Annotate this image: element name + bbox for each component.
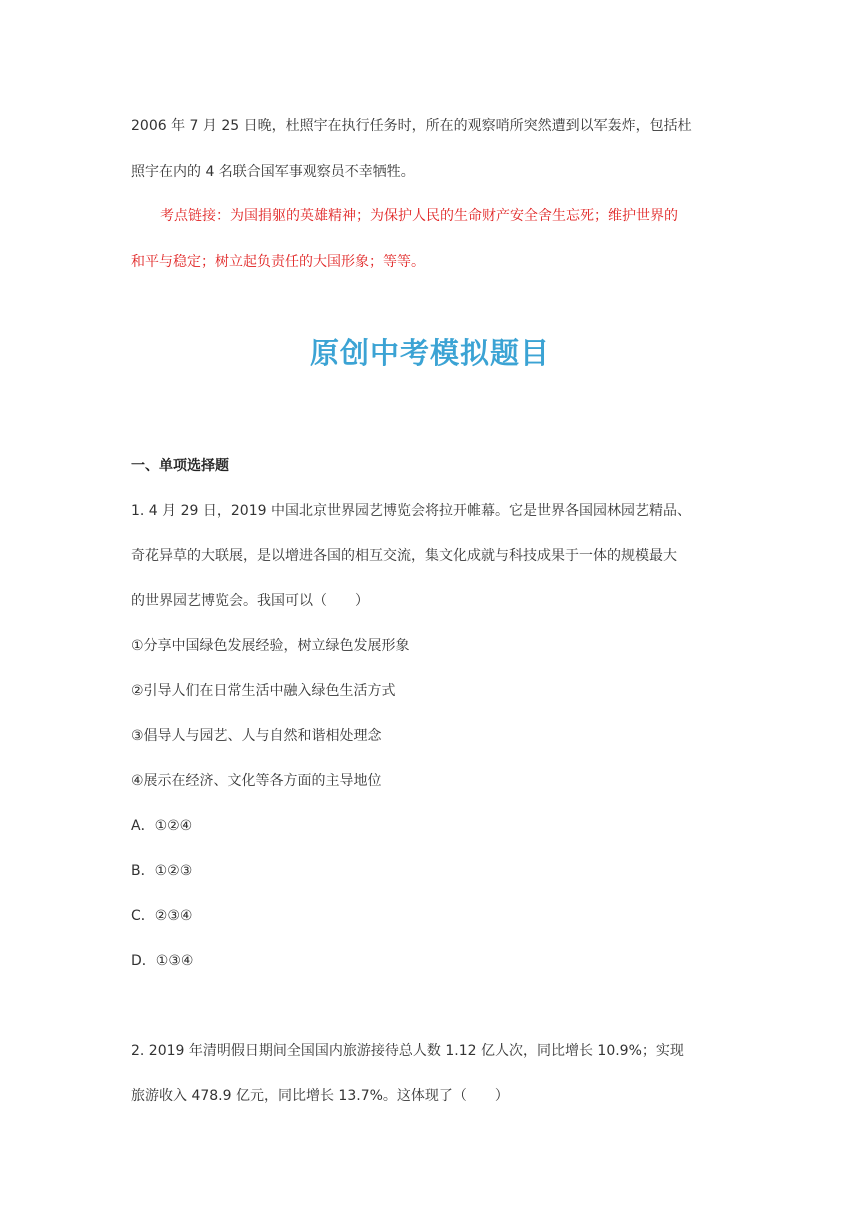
statement-1: ①分享中国绿色发展经验，树立绿色发展形象 xyxy=(131,638,410,654)
intro-line-2: 照宇在内的 4 名联合国军事观察员不幸牺牲。 xyxy=(131,164,415,180)
statement-2: ②引导人们在日常生活中融入绿色生活方式 xyxy=(131,683,396,699)
question-2-line-2: 旅游收入 478.9 亿元，同比增长 13.7%。这体现了（ ） xyxy=(131,1088,509,1104)
statement-3: ③倡导人与园艺、人与自然和谐相处理念 xyxy=(131,728,382,744)
question-1-line-3: 的世界园艺博览会。我国可以（ ） xyxy=(131,593,369,609)
intro-line-1: 2006 年 7 月 25 日晚，杜照宇在执行任务时，所在的观察哨所突然遭到以军轰炸，包括杜 xyxy=(131,118,692,134)
option-b: B．①②③ xyxy=(131,863,193,879)
question-2-line-1: 2. 2019 年清明假日期间全国国内旅游接待总人数 1.12 亿人次，同比增长 10.9%；实现 xyxy=(131,1043,684,1059)
key-point-link-note xyxy=(131,193,731,285)
question-1-line-1: 1. 4 月 29 日，2019 中国北京世界园艺博览会将拉开帷幕。它是世界各国园林园艺精品、 xyxy=(131,503,691,519)
question-1-line-2: 奇花异草的大联展，是以增进各国的相互交流，集文化成就与科技成果于一体的规模最大 xyxy=(131,548,677,564)
option-d: D．①③④ xyxy=(131,953,194,969)
statement-4: ④展示在经济、文化等各方面的主导地位 xyxy=(131,773,382,789)
intro-paragraph xyxy=(131,103,731,195)
section-heading: 一、单项选择题 xyxy=(131,458,229,474)
link-note-line-1: 考点链接：为国捐躯的英雄精神；为保护人民的生命财产安全舍生忘死；维护世界的 xyxy=(160,208,678,224)
option-c: C．②③④ xyxy=(131,908,193,924)
page-title: 原创中考模拟题目 xyxy=(309,336,550,370)
link-note-line-2: 和平与稳定；树立起负责任的大国形象；等等。 xyxy=(131,254,425,270)
option-a: A．①②④ xyxy=(131,818,193,834)
